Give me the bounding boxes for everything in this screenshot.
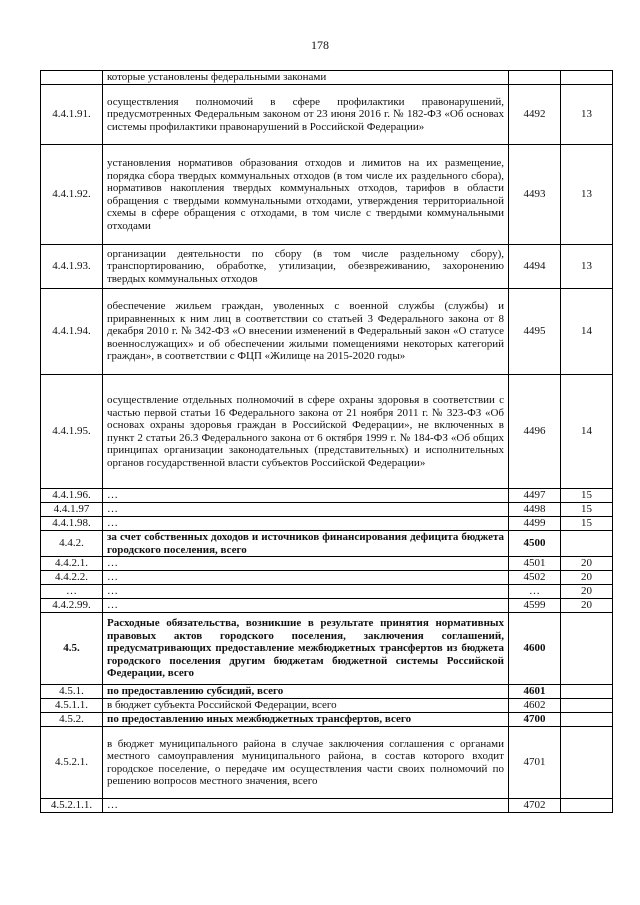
row-section: 14 [561,289,613,375]
row-line-number: 4499 [509,517,561,531]
row-line-number: 4599 [509,599,561,613]
row-section [561,713,613,727]
row-line-number: 4502 [509,571,561,585]
row-description: которые установлены федеральными законами [103,71,509,85]
row-line-number: 4497 [509,489,561,503]
row-description: … [103,557,509,571]
row-line-number: 4500 [509,531,561,557]
row-line-number: 4496 [509,375,561,489]
row-section: 13 [561,245,613,289]
row-code: 4.5.2.1. [41,727,103,799]
table-row [41,375,613,489]
table-row [41,489,613,503]
row-section [561,727,613,799]
row-code: 4.4.1.96. [41,489,103,503]
row-code: 4.4.2.99. [41,599,103,613]
row-line-number: 4702 [509,799,561,813]
row-description: организации деятельности по сбору (в том числе раздельному сбору), транспортированию, обработке, утилизации, обезвреживанию, захоронению твердых коммунальных отходов [103,245,509,289]
row-description: … [103,799,509,813]
row-description: … [103,599,509,613]
table-row [41,571,613,585]
row-line-number: 4601 [509,685,561,699]
row-line-number: 4492 [509,85,561,145]
row-line-number: 4494 [509,245,561,289]
row-line-number: 4701 [509,727,561,799]
table-row [41,699,613,713]
row-code: 4.4.1.91. [41,85,103,145]
table-row [41,71,613,85]
table-row [41,245,613,289]
row-description: в бюджет субъекта Российской Федерации, всего [103,699,509,713]
row-description: осуществление отдельных полномочий в сфере охраны здоровья в соответствии с частью первой статьи 16 Федерального закона от 21 ноября 2011 г. № 323-ФЗ «Об основах охраны здоровья граждан в Российской Федерации», не включенных в пункт 2 статьи 26.3 Федерального закона от 6 октября 1999 г. № 184-ФЗ «Об общих принципах организации законодательных (представительных) и исполнительных органов государственной власти субъектов Российской Федерации» [103,375,509,489]
row-section: 20 [561,571,613,585]
table-row [41,145,613,245]
row-code: 4.5.2.1.1. [41,799,103,813]
row-code: 4.4.1.94. [41,289,103,375]
row-code: 4.5.1. [41,685,103,699]
row-description: установления нормативов образования отходов и лимитов на их размещение, порядка сбора твердых коммунальных отходов (в том числе их раздельного сбора), нормативов накопления твердых коммунальных отходов, тарифов в области обращения с твердыми коммунальными отходами, утверждения территориальной схемы в сфере обращения с отходами, в том числе с твердыми коммунальными отходами [103,145,509,245]
row-section: 20 [561,557,613,571]
row-section [561,71,613,85]
row-section: 20 [561,585,613,599]
row-description: … [103,517,509,531]
row-description: за счет собственных доходов и источников финансирования дефицита бюджета городского поселения, всего [103,531,509,557]
row-section [561,613,613,685]
row-description: по предоставлению субсидий, всего [103,685,509,699]
row-code: 4.5. [41,613,103,685]
row-line-number: 4600 [509,613,561,685]
row-code: 4.4.1.93. [41,245,103,289]
row-description: … [103,571,509,585]
row-description: … [103,503,509,517]
table-row [41,585,613,599]
row-description: в бюджет муниципального района в случае заключения соглашения с органами местного самоуправления муниципального района, в состав которого входит городское поселение, о передаче им осуществления части своих полномочий по решению вопросов местного значения, всего [103,727,509,799]
row-description: … [103,489,509,503]
row-description: … [103,585,509,599]
row-section: 15 [561,489,613,503]
row-section [561,685,613,699]
row-code: 4.4.1.97 [41,503,103,517]
row-code: 4.4.1.92. [41,145,103,245]
table-row [41,503,613,517]
row-section: 15 [561,517,613,531]
row-section: 13 [561,145,613,245]
row-line-number: … [509,585,561,599]
table-body [41,71,613,813]
row-code: 4.4.2.2. [41,571,103,585]
row-description: обеспечение жильем граждан, уволенных с военной службы (службы) и приравненных к ним лиц в соответствии со статьей 3 Федерального закона от 8 декабря 2010 г. № 342-ФЗ «О внесении изменений в Федеральный закон «О статусе военнослужащих» и об обеспечении жилыми помещениями некоторых категорий граждан», в соответствии с ФЦП «Жилище на 2015-2020 годы» [103,289,509,375]
table-row [41,713,613,727]
table-row [41,613,613,685]
row-section: 15 [561,503,613,517]
row-section [561,799,613,813]
row-line-number: 4495 [509,289,561,375]
row-line-number: 4501 [509,557,561,571]
row-line-number: 4498 [509,503,561,517]
row-code: 4.4.1.95. [41,375,103,489]
row-section [561,699,613,713]
row-code: 4.4.1.98. [41,517,103,531]
row-line-number [509,71,561,85]
table-row [41,685,613,699]
row-section [561,531,613,557]
expenditure-table [40,70,613,813]
row-section: 14 [561,375,613,489]
row-description: по предоставлению иных межбюджетных трансфертов, всего [103,713,509,727]
row-code: 4.4.2. [41,531,103,557]
table-row [41,599,613,613]
table-row [41,557,613,571]
table-row [41,531,613,557]
row-code: 4.5.1.1. [41,699,103,713]
row-line-number: 4700 [509,713,561,727]
page-number: 178 [311,38,329,52]
row-code: 4.4.2.1. [41,557,103,571]
table-row [41,799,613,813]
row-code: … [41,585,103,599]
row-description: осуществления полномочий в сфере профилактики правонарушений, предусмотренных Федеральным законом от 23 июня 2016 г. № 182-ФЗ «Об основах системы профилактики правонарушений в Российской Федерации» [103,85,509,145]
table-row [41,289,613,375]
row-code [41,71,103,85]
row-line-number: 4602 [509,699,561,713]
table-row [41,517,613,531]
row-section: 20 [561,599,613,613]
row-description: Расходные обязательства, возникшие в результате принятия нормативных правовых актов городского поселения, заключения соглашений, предусматривающих предоставление межбюджетных трансфертов из бюджета городского поселения другим бюджетам бюджетной системы Российской Федерации, всего [103,613,509,685]
row-code: 4.5.2. [41,713,103,727]
table-row [41,727,613,799]
row-section: 13 [561,85,613,145]
row-line-number: 4493 [509,145,561,245]
table-row [41,85,613,145]
